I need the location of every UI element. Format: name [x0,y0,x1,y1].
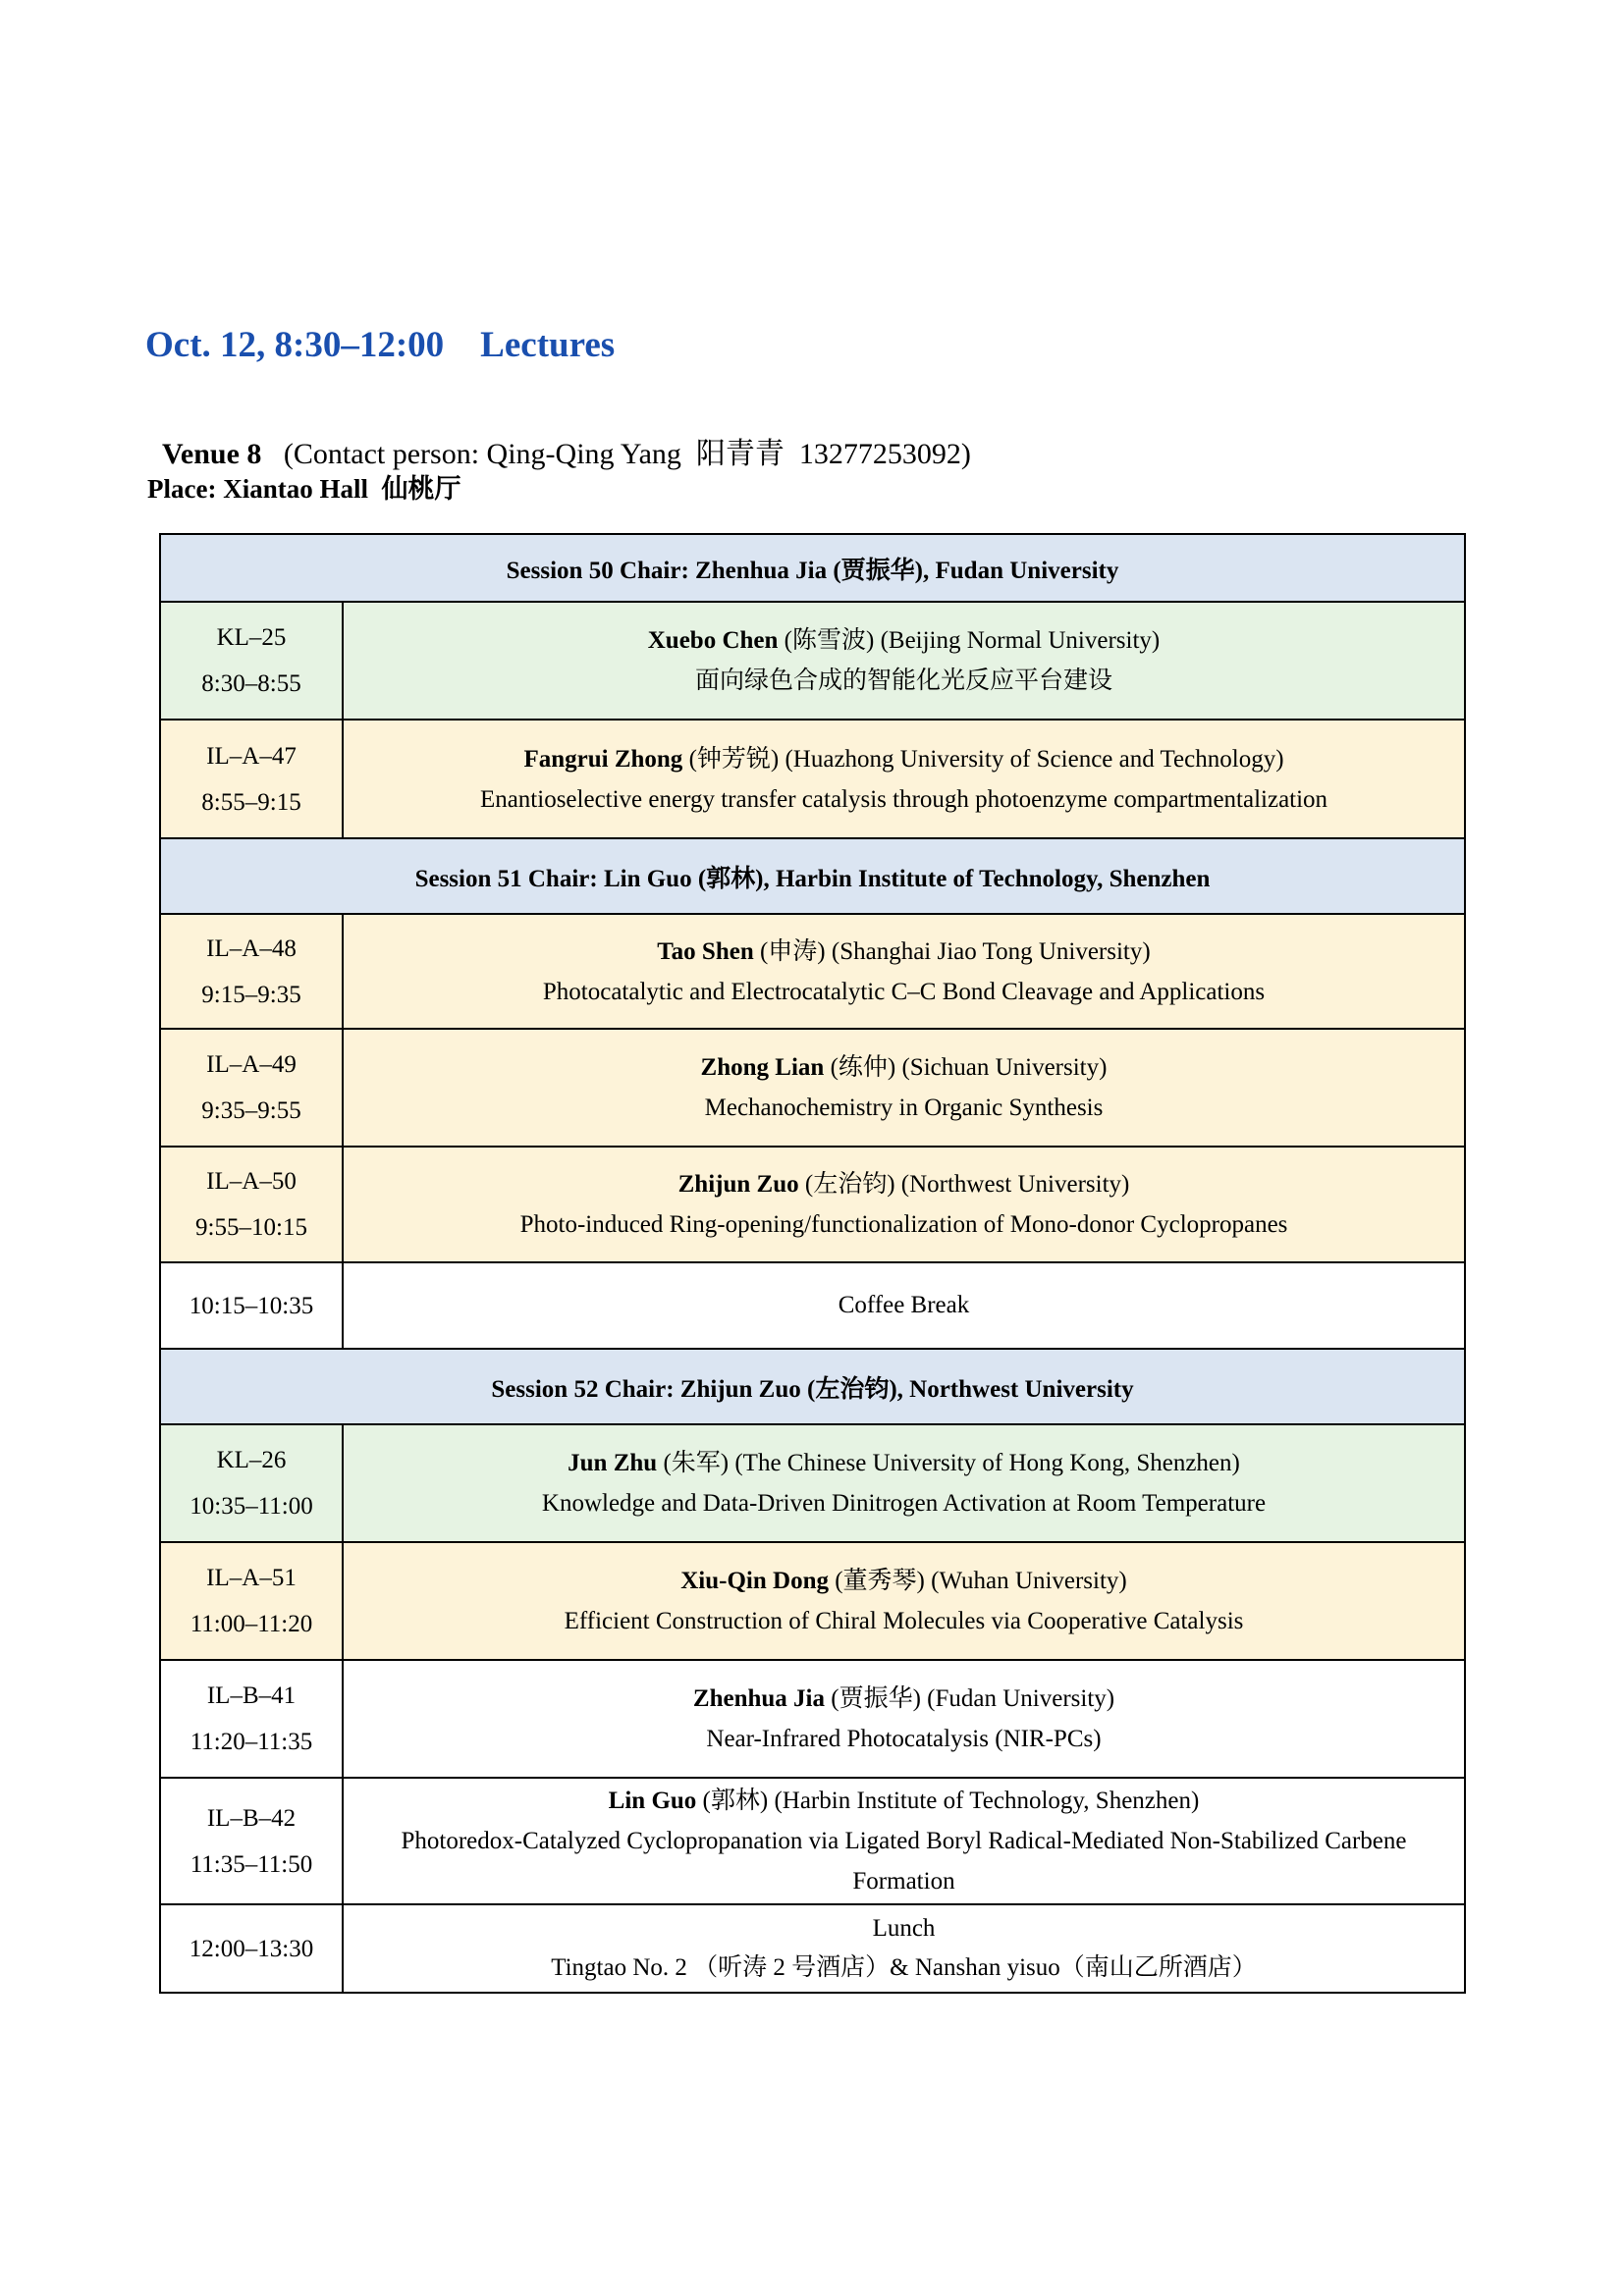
lunch-venues: Tingtao No. 2 （听涛 2 号酒店）& Nanshan yisuo（南山乙所酒店） [551,1954,1257,1981]
page-title: Oct. 12, 8:30–12:00 Lectures [145,325,616,365]
talk-code: IL–A–51 [206,1565,297,1591]
venue-contact: (Contact person: Qing-Qing Yang 阳青青 13277253092) [261,438,971,470]
talk-details [343,1424,1465,1542]
talk-time: 9:15–9:35 [201,981,301,1008]
lunch-row [160,1904,1465,1993]
speaker-name: Jun Zhu [568,1450,658,1476]
talk-code: IL–B–41 [206,1682,297,1709]
talk-row [160,1424,1465,1542]
talk-code: IL–A–48 [206,934,297,962]
speaker-line [352,1047,1456,1088]
talk-code: IL–B–42 [206,1804,297,1832]
lunch-time [160,1904,343,1993]
talk-details [343,1542,1465,1660]
speaker-line [352,1781,1456,1821]
talk-details [343,1147,1465,1262]
talk-row [160,1660,1465,1778]
speaker-affiliation: (左治钧) (Northwest University) [798,1171,1130,1198]
talk-row [160,1147,1465,1262]
talk-title: Photo-induced Ring-opening/functionalization of Mono-donor Cyclopropanes [519,1211,1288,1238]
speaker-affiliation: (朱军) (The Chinese University of Hong Kong, Shenzhen) [657,1450,1240,1476]
venue-label: Venue 8 [162,438,262,470]
talk-details [343,914,1465,1029]
talk-time: 12:00–13:30 [189,1935,314,1962]
speaker-affiliation: (练仲) (Sichuan University) [824,1054,1108,1081]
talk-title: Photoredox-Catalyzed Cyclopropanation via Ligated Boryl Radical-Mediated Non-Stabilized Carbene Formation [401,1828,1407,1895]
break-label [343,1262,1465,1349]
session-header: Session 51 Chair: Lin Guo (郭林), Harbin Institute of Technology, Shenzhen [160,838,1465,914]
session-header: Session 50 Chair: Zhenhua Jia (贾振华), Fudan University [160,534,1465,602]
speaker-name: Tao Shen [657,937,754,965]
talk-time: 11:00–11:20 [189,1611,313,1637]
talk-time: 9:35–9:55 [201,1097,301,1124]
talk-row [160,1778,1465,1904]
speaker-affiliation: (郭林) (Harbin Institute of Technology, Shenzhen) [696,1788,1200,1814]
speaker-line [352,1679,1456,1719]
talk-label [160,1029,343,1147]
talk-code: IL–A–50 [206,1168,297,1195]
talk-time: 10:15–10:35 [189,1292,314,1319]
talk-row [160,1029,1465,1147]
talk-label [160,1424,343,1542]
talk-time: 11:35–11:50 [189,1850,313,1878]
session-header: Session 52 Chair: Zhijun Zuo (左治钧), Northwest University [160,1349,1465,1424]
speaker-line [352,1164,1456,1204]
talk-title: Near-Infrared Photocatalysis (NIR-PCs) [706,1726,1102,1752]
speaker-name: Xiu-Qin Dong [680,1568,829,1594]
speaker-affiliation: (陈雪波) (Beijing Normal University) [778,627,1161,654]
talk-code: KL–25 [216,624,287,651]
talk-code: KL–26 [216,1447,287,1473]
talk-time: 8:30–8:55 [201,670,301,697]
talk-label [160,914,343,1029]
talk-details [343,602,1465,720]
talk-code: IL–A–47 [206,742,297,770]
speaker-name: Zhong Lian [700,1054,825,1081]
lunch-details [343,1904,1465,1993]
speaker-name: Fangrui Zhong [523,745,683,773]
speaker-line [352,739,1456,779]
talk-label [160,602,343,720]
break-row [160,1262,1465,1349]
session-header-row [160,838,1465,914]
talk-time: 11:20–11:35 [189,1729,313,1755]
speaker-affiliation: (钟芳锐) (Huazhong University of Science and Technology) [682,745,1284,773]
talk-details [343,1029,1465,1147]
talk-row [160,602,1465,720]
speaker-line [352,1443,1456,1483]
lunch-label: Lunch [872,1915,936,1942]
break-time [160,1262,343,1349]
speaker-name: Lin Guo [608,1788,697,1814]
speaker-name: Zhenhua Jia [692,1685,825,1712]
speaker-line [352,620,1456,661]
talk-title: Photocatalytic and Electrocatalytic C–C Bond Cleavage and Applications [542,978,1266,1005]
talk-title: 面向绿色合成的智能化光反应平台建设 [694,667,1112,694]
talk-title: Enantioselective energy transfer catalysis through photoenzyme compartmentalization [479,785,1328,813]
talk-details [343,720,1465,838]
talk-time: 10:35–11:00 [189,1493,313,1520]
speaker-name: Zhijun Zuo [677,1171,799,1198]
speaker-name: Xuebo Chen [647,627,779,654]
venue-line [147,396,971,472]
talk-code: IL–A–49 [206,1051,297,1078]
speaker-affiliation: (贾振华) (Fudan University) [825,1685,1115,1712]
break-text: Coffee Break [838,1292,970,1318]
talk-label [160,1147,343,1262]
session-header-row [160,534,1465,602]
talk-title: Mechanochemistry in Organic Synthesis [704,1095,1104,1121]
talk-row [160,720,1465,838]
speaker-affiliation: (申涛) (Shanghai Jiao Tong University) [753,937,1151,965]
place-line: Place: Xiantao Hall 仙桃厅 [147,474,461,504]
speaker-line [352,932,1456,972]
schedule-table [159,533,1466,1994]
talk-time: 8:55–9:15 [201,788,301,816]
talk-label [160,720,343,838]
talk-label [160,1778,343,1904]
talk-time: 9:55–10:15 [195,1214,307,1241]
talk-details [343,1660,1465,1778]
talk-title: Knowledge and Data-Driven Dinitrogen Activation at Room Temperature [541,1490,1267,1517]
speaker-line [352,1561,1456,1601]
talk-label [160,1660,343,1778]
speaker-affiliation: (董秀琴) (Wuhan University) [828,1568,1127,1594]
session-header-row [160,1349,1465,1424]
talk-row [160,1542,1465,1660]
talk-title: Efficient Construction of Chiral Molecules via Cooperative Catalysis [564,1608,1244,1634]
talk-label [160,1542,343,1660]
talk-row [160,914,1465,1029]
talk-details [343,1778,1465,1904]
